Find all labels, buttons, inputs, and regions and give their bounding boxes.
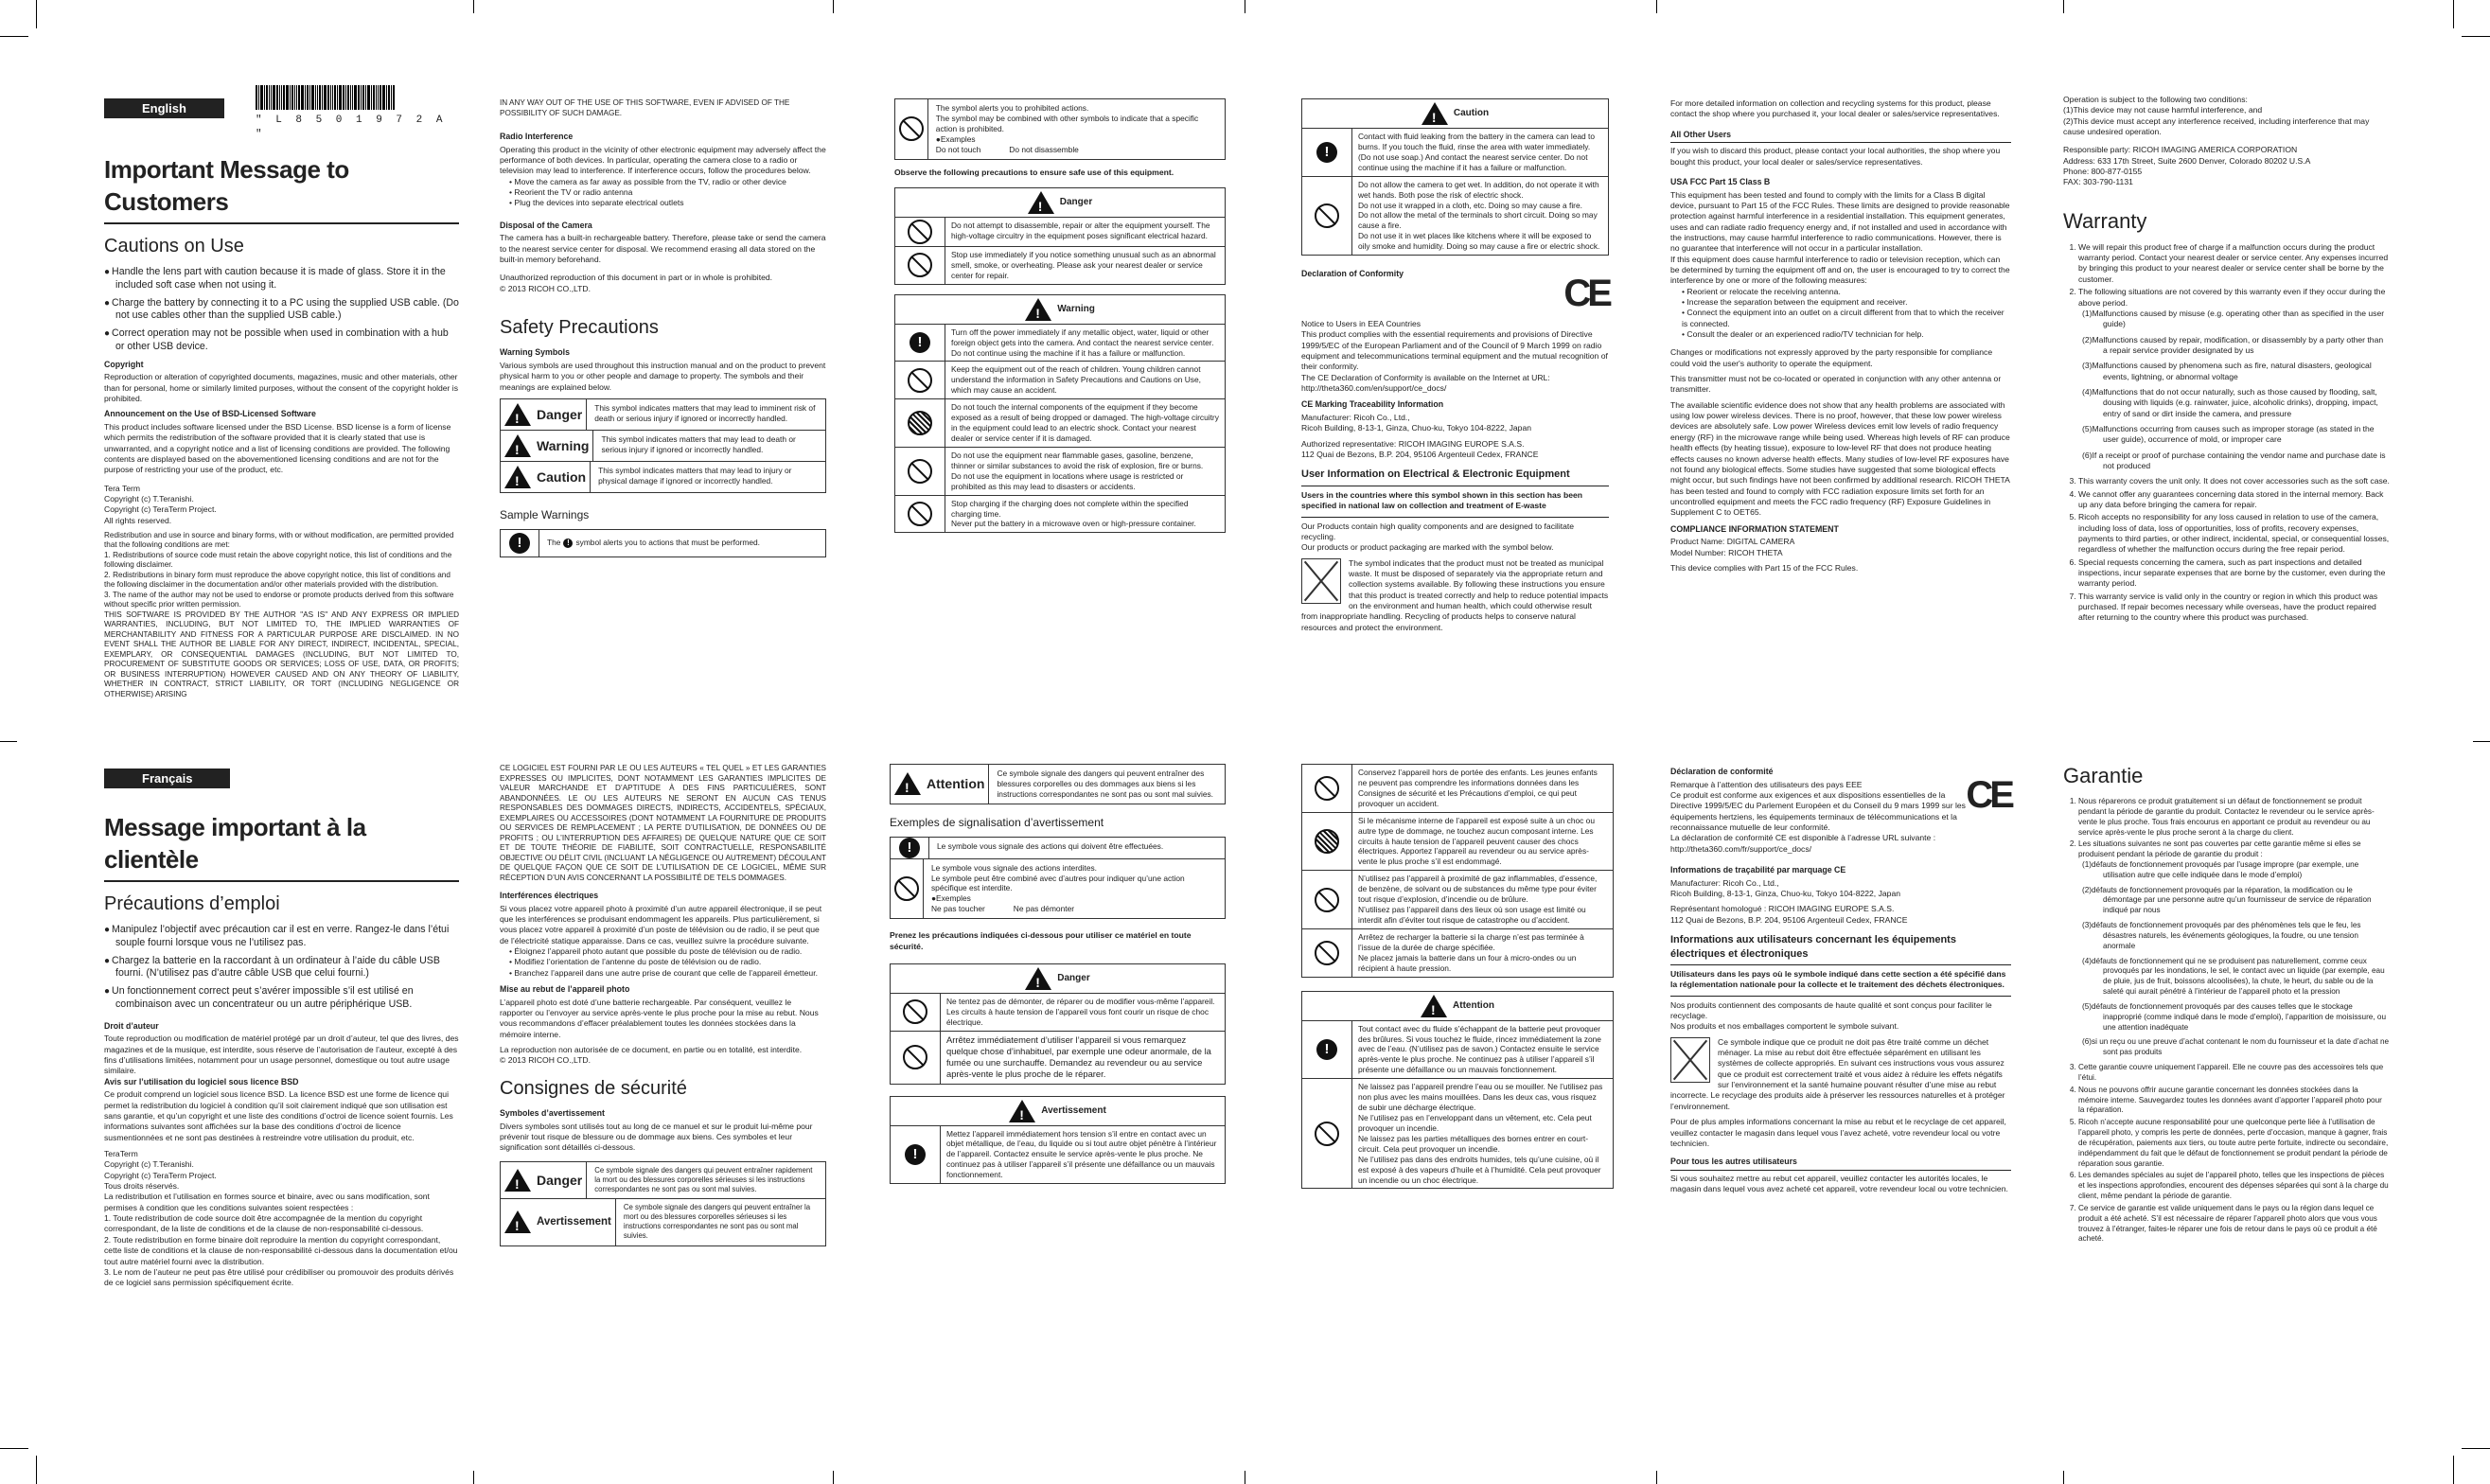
paragraph: L’appareil photo est doté d’une batterie rechargeable. Par conséquent, veuillez le rapporter ou l’envoyer au service après-vente le plus proche pour la mise au rebut. Nous vous recommandons d’effacer préalablement toutes les données stockées dans la mémoire interne. <box>500 997 819 1039</box>
precaution-text: Do not touch the internal components of the equipment if they become exposed as a result of being dropped or damaged. The high-voltage circuitry in the equipment could lead to an electric shock. Contact your nearest dealer or service center if it is damaged. <box>951 402 1219 444</box>
subheading: Announcement on the Use of BSD-Licensed Software <box>104 409 316 419</box>
sample-text: symbol alerts you to prohibited actions. <box>951 103 1089 113</box>
fr-col-4 <box>1301 764 1614 1189</box>
paragraph: 1. Redistributions of source code must retain the above copyright notice, this list of conditions and the following disclaimer. <box>104 550 452 570</box>
paragraph: Manufacturer: Ricoh Co., Ltd., Ricoh Building, 8-13-1, Ginza, Chuo-ku, Tokyo 104-8222, Japan <box>1301 412 1531 433</box>
crop-mark <box>36 0 37 28</box>
paragraph: Ce produit comprend un logiciel sous licence BSD. La licence BSD est une forme de licence qui permet la redistribution du logiciel à condition qu’il soit clairement indiqué que son utilisation est sans garantie, et qu’un copyright et une liste des conditions d’octroi de licence soient fournis. Les informations suivantes sont affichées sur la base des conditions d’octroi de licence susmentionnées et ne sont pas destinées à restreindre votre utilisation du produit, etc. <box>104 1089 453 1142</box>
sub-item: (6)si un reçu ou une preuve d’achat contenant le nom du fournisseur et la date d’achat ne sont pas produits <box>2082 1037 2390 1057</box>
sample-text: The <box>547 538 561 548</box>
list-item <box>2078 287 2390 471</box>
en-col-6 <box>2063 95 2390 626</box>
subheading: Warning Symbols <box>500 347 570 358</box>
example-do-not-disassemble: Do not disassemble <box>1009 144 1079 154</box>
language-label: Français <box>104 768 230 788</box>
mandatory-action-icon: ! <box>509 533 530 554</box>
example-do-not-touch: Do not touch <box>935 144 981 154</box>
subheading: Déclaration de conformité <box>1670 767 1774 776</box>
sub-item: (5)Malfunctions occurring from causes such as improper storage (as stated in the user guide), occurrence of mold, or improper care <box>2082 423 2375 445</box>
crop-mark <box>0 1448 28 1449</box>
list-item: • Consult the dealer or an experienced radio/TV technician for help. <box>1682 329 2011 340</box>
sub-item: (1)Malfunctions caused by misuse (e.g. operating other than as specified in the user guide) <box>2082 308 2385 329</box>
crop-mark <box>473 1471 474 1484</box>
danger-box <box>890 963 1226 1085</box>
box-heading: Danger <box>1059 197 1093 208</box>
sub-item: (4)Malfunctions that do not occur naturally, such as those caused by flooding, salt, dousing with liquids (e.g. rainwater, juice, alcoholic drinks), dropping, impact, entry of sand or dirt inside the camera, and pressure <box>2082 386 2378 418</box>
weee-bin-icon <box>1670 1037 1710 1083</box>
paragraph: Our Products contain high quality components and are designed to facilitate recycling. Our products or product packaging are marked with the symbol below. <box>1301 521 1575 553</box>
paragraph: This product includes software licensed under the BSD License. BSD license is a form of license which permits the redistribution of the software provided that it is clearly stated that use is unwarranted, and a copyright notice and a list of licensing conditions are provided. The following contents are displayed based on the abovementioned licensing conditions and are not for the purpose of restricting your use of the product, etc. <box>104 421 451 475</box>
prohibited-icon <box>1315 203 1339 228</box>
list-item: • Modifiez l’orientation de l’antenne du poste de télévision ou de radio. <box>509 957 826 967</box>
disclaimer: IN ANY WAY OUT OF THE USE OF THIS SOFTWARE, EVEN IF ADVISED OF THE POSSIBILITY OF SUCH DAMAGE. <box>500 98 790 117</box>
list-item: 3. This warranty covers the unit only. It does not cover accessories such as the soft case. <box>2078 476 2390 486</box>
sub-item: (3)Malfunctions caused by phenomena such as fire, natural disasters, geological events, lightning, or abnormal voltage <box>2082 361 2372 381</box>
crop-mark <box>1656 1471 1657 1484</box>
box-heading: Warning <box>1057 304 1095 315</box>
list-item-text: Les situations suivantes ne sont pas couvertes par cette garantie même si elles se produisent pendant la période de garantie du produit : <box>2078 839 2361 859</box>
crop-mark <box>0 741 17 742</box>
warning-triangle-icon <box>504 1169 531 1192</box>
hazard-row-caution <box>500 462 826 493</box>
box-heading: Caution <box>1453 108 1490 119</box>
list-item-text: The following situations are not covered by this warranty even if they occur during the above period. <box>2078 287 2386 308</box>
sub-item: (6)If a receipt or proof of purchase containing the vendor name and purchase date is not produced <box>2082 450 2386 470</box>
sample-text: The <box>935 113 950 123</box>
title-rule <box>104 880 459 882</box>
paragraph: Toute reproduction ou modification de matériel protégé par un droit d’auteur, tel que des livres, des magazines et de la musique, est interdite, sous réserve de l’autorisation de l’auteur, excepté à des fins d’utilisations limitées, notamment pour un usage personnel, domestique ou tout autre usage similaire. <box>104 1034 459 1076</box>
list-item: • Reorient the TV or radio antenna <box>509 187 826 198</box>
mandatory-action-icon: ! <box>899 838 920 858</box>
caution-box <box>1301 98 1609 256</box>
sample-row <box>890 837 1226 859</box>
disclaimer: CE LOGICIEL EST FOURNI PAR LE OU LES AUTEURS « TEL QUEL » ET LES GARANTIES EXPRESSES OU IMPLICITES, DONT NOTAMMENT LES GARANTIES IMPLICITES DE VALEUR MARCHANDE ET D’APTITUDE À DES FINS PARTICULIÈRES, SONT ABANDONNÉES. LE OU LES AUTEURS NE SERONT EN AUCUN CAS TENUS RESPONSABLES DES DOMMAGES DIRECTS, INDIRECTS, ACCIDENTELS, SPÉCIAUX, EXEMPLAIRES OU ACCESSOIRES (DONT NOTAMMENT LA FOURNITURE DE PRODUITS OU SERVICES DE REMPLACEMENT ; LA PERTE D’UTILISATION, DE DONNÉES OU DE PROFITS ; OU L’INTERRUPTION DES AFFAIRES) DE QUELQUE NATURE QUE CE SOIT ET DE TOUTE THÉORIE DE FIABILITÉ, SOIT CONTRACTUELLE, RESPONSABILITÉ OBJECTIVE OU DÉLIT CIVIL (INCLUANT LA NÉGLIGENCE OU AUTREMENT) DÉCOULANT DE QUELQUE FAÇON QUE CE SOIT DE L’UTILISATION DE CE LOGICIEL, MÊME SUR RÉCEPTION D’UN AVIS CONCERNANT LA POSSIBILITÉ DE TELS DOMMAGES. <box>500 764 826 882</box>
hazard-text: This symbol indicates matters that may lead to death or serious injury if ignored or incorrectly handled. <box>601 434 796 454</box>
paragraph: La reproduction non autorisée de ce document, en partie ou en totalité, est interdite. <box>500 1045 803 1054</box>
prohibited-icon <box>908 220 932 244</box>
paragraph: Users in the countries where this symbol shown in this section has been specified in national law on collection and treatment of E-waste <box>1301 489 1583 511</box>
sample-text: The <box>935 103 950 113</box>
crop-mark <box>2063 0 2064 13</box>
precaution-text: Do not allow the camera to get wet. In addition, do not operate it with wet hands. Both pose the risk of electric shock. Do not use it wrapped in a cloth, etc. Doing so may cause a fire. Do not allow the metal of the terminals to short circuit. Doing so may cause a fire. Do not use it in wet places like kitchens where it will be exposed to oily smoke and humidity. Doing so may cause a fire or electric shock. <box>1358 179 1600 252</box>
paragraph: The camera has a built-in rechargeable battery. Therefore, please take or send the camera to the nearest service center for disposal. We recommend erasing all data stored on the built-in memory beforehand. <box>500 233 826 264</box>
copyright-line: © 2013 RICOH CO.,LTD. <box>500 283 591 293</box>
crop-mark <box>1656 0 1657 13</box>
paragraph: La redistribution et l’utilisation en formes source et binaire, avec ou sans modification, sont permises à condition que les conditions suivantes soient respectées : <box>104 1192 430 1212</box>
paragraph: Remarque à l’attention des utilisateurs des pays EEE Ce produit est conforme aux exigences et aux dispositions essentielles de la Directive 1999/5/EC du Parlement Européen et du Conseil du 9 mars 1999 sur les équipements hertziens, les équipements terminaux de télécommunications et la reconnaissance mutuelle de leur conformité. La déclaration de conformité CE est disponible à l’adresse URL suivante : http://theta360.com/fr/support/ce_docs/ <box>1670 779 1966 854</box>
fr-col-1 <box>104 768 459 1289</box>
crop-mark <box>2453 1456 2454 1484</box>
warning-box <box>894 294 1226 534</box>
subheading: Declaration of Conformity <box>1301 269 1404 279</box>
prohibited-icon <box>1315 776 1339 801</box>
paragraph: Responsible party: RICOH IMAGING AMERICA CORPORATION Address: 633 17th Street, Suite 2600 Denver, Colorado 80202 U.S.A Phone: 800-877-0155 FAX: 303-790-1131 <box>2063 145 2311 187</box>
rule <box>1670 996 2011 997</box>
warning-triangle-icon <box>1421 995 1447 1017</box>
subheading: CE Marking Traceability Information <box>1301 399 1444 410</box>
disclaimer: THIS SOFTWARE IS PROVIDED BY THE AUTHOR "AS IS" AND ANY EXPRESS OR IMPLIED WARRANTIES, INCLUDING, BUT NOT LIMITED TO, THE IMPLIED WARRANTIES OF MERCHANTABILITY AND FITNESS FOR A PARTICULAR PURPOSE ARE DISCLAIMED. IN NO EVENT SHALL THE AUTHOR BE LIABLE FOR ANY DIRECT, INDIRECT, INCIDENTAL, SPECIAL, EXEMPLARY, OR CONSEQUENTIAL DAMAGES (INCLUDING, BUT NOT LIMITED TO, PROCUREMENT OF SUBSTITUTE GOODS OR SERVICES; LOSS OF USE, DATA, OR PROFITS; OR BUSINESS INTERRUPTION) HOWEVER CAUSED AND ON ANY THEORY OF LIABILITY, WHETHER IN CONTRACT, STRICT LIABILITY, OR TORT (INCLUDING NEGLIGENCE OR OTHERWISE) ARISING <box>104 610 459 698</box>
precaution-text: Ne laissez pas l’appareil prendre l’eau ou se mouiller. Ne l’utilisez pas non plus avec les mains mouillées. Dans les deux cas, vous risquez de subir une décharge électrique. Ne l’utilisez pas en l’enveloppant dans un vêtement, etc. Cela peut provoquer un incendie. Ne laissez pas les parties métalliques des bornes entrer en court-circuit. Cela peut provoquer un incendie. Ne l’utilisez pas dans des endroits humides, tels qu’une cuisine, où il est exposé à des vapeurs d’huile et à l’humidité. Cela peut provoquer un incendie ou un choc électrique. <box>1358 1082 1603 1185</box>
paragraph: The available scientific evidence does not show that any health problems are associated with using low power wireless devices. There is no proof, however, that these low power wireless devices are absolutely safe. Low power Wireless devices emit low levels of radio frequency energy (RF) in the microwave range while being used. Whereas high levels of RF can produce health effects (by heating tissue), exposure to low-level RF that does not produce heating effects causes no known adverse health effects. Many studies of low-level RF exposures have not found any biological effects. Some studies have suggested that some biological effects might occur, but such findings have not been confirmed by additional research. RICOH THETA has been tested and found to comply with FCC radiation exposure limits set forth for an uncontrolled equipment and meets the FCC radio frequency (RF) Exposure Guidelines in Supplement C to OET65. <box>1670 399 2010 518</box>
rule <box>1670 142 2011 143</box>
crop-mark <box>2462 1448 2490 1449</box>
precaution-text: Arrêtez de recharger la batterie si la charge n’est pas terminée à l’issue de la durée de charge spécifiée. Ne placez jamais la batterie dans un four à micro-ondes ou un récipient à haute pression. <box>1358 931 1584 973</box>
sample-row <box>894 98 1226 160</box>
list-item: • Plug the devices into separate electrical outlets <box>509 198 826 208</box>
hazard-row-warning <box>500 431 826 462</box>
weee-bin-icon <box>1301 558 1341 604</box>
list-item: 5. Ricoh accepts no responsibility for any loss caused in relation to use of the camera, including loss of data, loss of opportunities, loss of profits, recovery expenses, payments to third parties, or other indirect, incidental, special, or consequential losses, regardless of whether the malfunction occurs during the free repair period. <box>2078 512 2390 555</box>
crop-mark <box>0 36 28 37</box>
list-item: 4. We cannot offer any guarantees concerning data stored in the internal memory. Back up any data before bringing the camera for repair. <box>2078 489 2390 511</box>
precaution-text: Stop use immediately if you notice something unusual such as an abnormal smell, smoke, or overheating. Please ask your nearest dealer or service center for repair. <box>951 249 1216 280</box>
list-item: 3. Cette garantie couvre uniquement l’appareil. Elle ne couvre pas des accessoires tels que l’étui. <box>2078 1063 2390 1084</box>
warning-triangle-icon <box>894 772 921 795</box>
sub-item: (2)Malfunctions caused by repair, modification, or disassembly by a party other than a repair service provider designated by us <box>2082 334 2384 355</box>
section-heading: Exemples de signalisation d’avertissement <box>890 815 1104 829</box>
section-heading: Sample Warnings <box>500 508 590 522</box>
paragraph: Si vous souhaitez mettre au rebut cet appareil, veuillez contacter les autorités locales, le magasin dans lequel vous avez acheté cet appareil, votre revendeur local ou votre technicien. <box>1670 1173 2008 1194</box>
paragraph: Pour de plus amples informations concernant la mise au rebut et le recyclage de cet appareil, veuillez contacter le magasin dans lequel vous l’avez acheté, votre revendeur local ou votre technicien. <box>1670 1117 2006 1148</box>
list-item: 1. Nous réparerons ce produit gratuitement si un défaut de fonctionnement se produit pendant la période de garantie du produit. Contactez le revendeur ou le service après-vente le plus proche. Tous frais encourus en apportant ce produit au revendeur ou au service après-vente le plus proche seront à la charge du client. <box>2078 797 2390 838</box>
title-rule <box>104 222 459 224</box>
fr-col-2 <box>500 764 826 1246</box>
list-item: • Branchez l’appareil dans une autre prise de courant que celle de l’appareil émetteur. <box>509 968 826 979</box>
warning-triangle-icon <box>504 434 531 457</box>
warning-triangle-icon <box>1009 1100 1035 1122</box>
paragraph: Changes or modifications not expressly approved by the party responsible for compliance could void the user's authority to operate the equipment. <box>1670 347 1993 368</box>
paragraph: 1. Toute redistribution de code source doit être accompagnée de la mention du copyright correspondant, de la liste de conditions et de la clause de non-responsabilité ci-dessous. <box>104 1213 424 1234</box>
paragraph: Operating this product in the vicinity of other electronic equipment may adversely affect the performance of both devices. In particular, operating the camera close to a radio or television may lead to interference. If interference occurs, follow the procedures below. <box>500 144 826 176</box>
precaution-text: Keep the equipment out of the reach of children. Young children cannot understand the information in Safety Precautions and Cautions on Use, which may cause an accident. <box>951 364 1201 396</box>
paragraph: This device complies with Part 15 of the FCC Rules. <box>1670 562 1859 573</box>
crop-mark <box>2462 36 2490 37</box>
crop-mark <box>2473 741 2490 742</box>
sample-row <box>890 859 1226 920</box>
paragraph: This equipment has been tested and found to comply with the limits for a Class B digital device, pursuant to Part 15 of the FCC Rules. These limits are designed to provide reasonable protection against harmful interference in a residential installation. This equipment generates, uses and can radiate radio frequency energy and, if not installed and used in accordance with the instructions, may cause harmful interference to radio communications. However, there is no guarantee that interference will not occur in a particular installation. <box>1670 189 2010 254</box>
subheading: All Other Users <box>1670 129 1732 139</box>
subheading: Pour tous les autres utilisateurs <box>1670 1157 1797 1167</box>
sub-item: (4)défauts de fonctionnement qui ne se produisent pas naturellement, comme ceux provoqués par les inondations, le sel, le contact avec un liquide (par exemple, eau de pluie, jus de fruit, boissons alcoolisées), la chute, le heurt, du sable ou de la saleté qui aurait pénétré à l’intérieur de l’appareil photo et la pression <box>2082 956 2385 997</box>
section-heading: Warranty <box>2063 208 2147 233</box>
warning-box <box>890 1096 1226 1185</box>
rule <box>1670 964 2011 965</box>
sub-item: (1)défauts de fonctionnement provoqués par l’usage impropre (par exemple, une utilisation autre que celle indiquée dans le mode d’emploi) <box>2082 860 2359 879</box>
fr-col-3 <box>890 764 1226 1184</box>
paragraph: The symbol indicates that the product must not be treated as municipal waste. It must be disposed of separately via the appropriate return and collection systems available. By following these instructions you ensure that this product is treated correctly and help to reduce potential impacts on the environment and human health, which could otherwise result from inappropriate handling. Recycling of products helps to conserve natural resources and protect the environment. <box>1301 557 1609 632</box>
subheading: Copyright <box>104 359 144 369</box>
paragraph: 2. Redistributions in binary form must reproduce the above copyright notice, this list of conditions and the following disclaimer in the documentation and/or other materials provided with the distribution. <box>104 570 450 590</box>
sub-item: (2)défauts de fonctionnement provoqués par la réparation, la modification ou le démontage par une personne autre qu’un fournisseur de service de réparation indiqué par nous <box>2082 885 2372 915</box>
paragraph: For more detailed information on collection and recycling systems for this product, please contact the shop where you purchased it, your local dealer or sales/service representatives. <box>1670 98 2000 119</box>
caution-item: ● Handle the lens part with caution because it is made of glass. Store it in the included soft case when not using it. <box>104 266 459 292</box>
sample-text: Le symbole <box>930 862 972 873</box>
warranty-list <box>2063 797 2390 1245</box>
paragraph: 3. The name of the author may not be used to endorse or promote products derived from this software without specific prior written permission. <box>104 590 454 610</box>
precaution-text: Turn off the power immediately if any metallic object, water, liquid or other foreign object gets into the camera. And contact the nearest service center. Do not continue using the machine if it has a failure or malfunction. <box>951 327 1214 358</box>
hazard-text: Ce symbole signale des dangers qui peuvent entraîner la mort ou des blessures corporelles sérieuses si les instructions correspondantes ne sont pas ou sont mal suivies. <box>623 1203 811 1241</box>
section-heading: Safety Precautions <box>500 317 659 338</box>
prohibited-icon <box>1315 888 1339 912</box>
section-heading: Précautions d’emploi <box>104 892 280 914</box>
hazard-label: Danger <box>537 1172 583 1188</box>
list-item <box>2078 839 2390 1058</box>
precaution-text: Mettez l’appareil immédiatement hors tension s’il entre en contact avec un objet métallique, de l’eau, du liquide ou si tout autre objet pénètre à l’intérieur de l’appareil. Contactez ensuite le service après-vente le plus proche. Ne continuez pas à utiliser l’appareil s’il présente une défaillance ou un mauvais fonctionnement. <box>946 1128 1217 1180</box>
crop-mark <box>833 0 834 13</box>
paragraph: Redistribution and use in source and binary forms, with or without modification, are permitted provided that the following conditions are met: <box>104 530 454 550</box>
fr-col-6 <box>2063 762 2390 1246</box>
paragraph: If you wish to discard this product, please contact your local authorities, the shop where you bought this product, your local dealer or sales/service representatives. <box>1670 146 2001 167</box>
subheading: Radio Interference <box>500 132 574 141</box>
list-item: • Connect the equipment into an outlet on a circuit different from that to which the receiver is connected. <box>1682 308 2011 329</box>
precaution-text: Conservez l’appareil hors de portée des enfants. Les jeunes enfants ne peuvent pas comprendre les informations données dans les Consignes de sécurité et les Précautions d’emploi, ce qui peut provoquer un accident. <box>1358 768 1598 808</box>
list-item: 7. Ce service de garantie est valide uniquement dans le pays ou la région dans lequel ce produit a été acheté. S’il est nécessaire de réparer l’appareil photo alors que vous vous trouvez à l’étranger, faites-le réparer une fois de retour dans le pays où ce produit a été acheté. <box>2078 1204 2390 1245</box>
paragraph: Operation is subject to the following two conditions: (1)This device may not cause harmful interference, and (2)This device must accept any interference received, including interference that may cause undesired operation. <box>2063 95 2370 137</box>
caution-item: ● Charge the battery by connecting it to a PC using the supplied USB cable. (Do not use cables other than the supplied USB cable.) <box>104 297 459 324</box>
list-item: 4. Nous ne pouvons offrir aucune garantie concernant les données stockées dans la mémoire interne. Sauvegardez toutes les données avant d’apporter l’appareil photo pour la réparation. <box>2078 1086 2390 1116</box>
precaution-text: Contact with fluid leaking from the battery in the camera can lead to burns. If you touch the fluid, rinse the area with water immediately. (Do not use soap.) And contact the nearest service center. Do not continue using the machine if it has a failure or malfunction. <box>1358 132 1595 172</box>
warning-triangle-icon <box>504 403 531 426</box>
prohibited-icon <box>903 999 927 1024</box>
warning-box-continued <box>1301 764 1614 978</box>
sample-text: vous signale des actions interdites. <box>974 862 1098 873</box>
section-heading: User Information on Electrical & Electronic Equipment <box>1301 468 1570 481</box>
subheading: Droit d’auteur <box>104 1020 159 1031</box>
example-do-not-disassemble: Ne pas démonter <box>1013 904 1075 914</box>
paragraph: 2. Toute redistribution en forme binaire doit reproduire la mention du copyright correspondant, cette liste de conditions et la clause de non-responsabilité ci-dessous dans la documentation et/ou tout autre matériel fourni avec la distribution. <box>104 1234 458 1266</box>
warning-triangle-icon <box>504 1210 531 1233</box>
caution-item: ● Correct operation may not be possible when used in combination with a hub or other USB device. <box>104 327 459 354</box>
paragraph: Représentant homologué : RICOH IMAGING EUROPE S.A.S. 112 Quai de Bezons, B.P. 204, 95106 Argenteuil Cedex, FRANCE <box>1670 904 1908 925</box>
subheading: Informations de traçabilité par marquage CE <box>1670 865 1846 875</box>
paragraph: Utilisateurs dans les pays où le symbole indiqué dans cette section a été spécifié dans la réglementation nationale pour la collecte et le traitement des déchets électroniques. <box>1670 969 2006 990</box>
precaution-text: Do not use the equipment near flammable gases, gasoline, benzene, thinner or similar substances to avoid the risk of explosion, fire or burns. Do not use the equipment in locations where usage is restricted or prohibited as this may lead to disasters or accidents. <box>951 450 1204 491</box>
sub-item: (3)défauts de fonctionnement provoqués par des phénomènes tels que le feu, les désastres naturels, les événements géologiques, la foudre, ou une tension anormale <box>2082 921 2361 950</box>
crop-mark <box>2063 1471 2064 1484</box>
hazard-text: Ce symbole signale des dangers qui peuvent entraîner des blessures corporelles ou des dommages aux biens si les instructions correspondantes ne sont pas ou sont mal suivies. <box>997 768 1214 799</box>
caution-item: ● Manipulez l’objectif avec précaution car il est en verre. Rangez-le dans l’étui souple fourni lorsque vous ne l’utilisez pas. <box>104 924 459 950</box>
sample-text: Le symbole <box>937 840 978 851</box>
paragraph: Reproduction or alteration of copyrighted documents, magazines, music and other materials, other than for personal, home or similarly limited purposes, without the consent of the copyright holder is prohibited. <box>104 372 459 403</box>
crop-mark <box>36 1456 37 1484</box>
page-title: Message important à la clientèle <box>104 813 366 874</box>
box-heading: Danger <box>1057 973 1090 984</box>
prohibited-icon <box>908 502 932 526</box>
hazard-text: Ce symbole signale des dangers qui peuvent entraîner rapidement la mort ou des blessures corporelles sérieuses si les instructions correspondantes ne sont pas ou sont mal suivies. <box>594 1165 813 1193</box>
subheading: USA FCC Part 15 Class B <box>1670 176 1771 186</box>
list-item: 7. This warranty service is valid only in the country or region in which this product was purchased. If repair becomes necessary while overseas, have the product repaired after returning to the country where this product was purchased. <box>2078 592 2390 624</box>
ce-mark-icon: CE <box>1563 273 1609 315</box>
hazard-text: This symbol indicates matters that may lead to imminent risk of death or serious injury if ignored or incorrectly handled. <box>594 403 816 423</box>
rule <box>1670 1170 2011 1171</box>
warning-triangle-icon <box>1025 967 1051 990</box>
warranty-list <box>2063 242 2390 624</box>
precaution-text: Stop charging if the charging does not complete within the specified charging time. Never put the battery in a microwave oven or high-pressure container. <box>951 498 1196 529</box>
subheading: COMPLIANCE INFORMATION STATEMENT <box>1670 523 1839 534</box>
sample-text: symbol alerts you to actions that must be performed. <box>575 538 761 548</box>
do-not-touch-icon <box>1315 829 1339 854</box>
precaution-text: Tout contact avec du fluide s’échappant de la batterie peut provoquer des brûlures. Si vous touchez le fluide, rincez immédiatement la zone avec de l’eau. (N’utilisez pas de savon.) Contactez ensuite le service après-vente le plus proche. Ne continuez pas à utiliser l’appareil s’il présente une défaillance ou un mauvais fonctionnement. <box>1358 1023 1601 1075</box>
example-do-not-touch: Ne pas toucher <box>930 904 985 914</box>
subheading: Symboles d’avertissement <box>500 1108 605 1119</box>
paragraph: This transmitter must not be co-located or operated in conjunction with any other antenna or transmitter. <box>1670 374 2002 395</box>
sample-text: peut être combiné avec d’autres pour indiquer qu’une action spécifique est interdite. <box>930 873 1185 893</box>
mandatory-action-icon: ! <box>905 1144 926 1165</box>
mandatory-action-icon: ! <box>909 332 930 353</box>
hazard-row-danger <box>500 1161 826 1199</box>
hazard-level-table <box>500 1161 826 1246</box>
list-item: • Reorient or relocate the receiving antenna. <box>1682 287 2011 297</box>
prohibited-icon <box>899 116 924 141</box>
language-label: English <box>104 98 224 118</box>
mandatory-action-icon: ! <box>1316 142 1337 163</box>
paragraph: Nos produits contiennent des composants de haute qualité et sont conçus pour faciliter le recyclage. Nos produits et nos emballages comportent le symbole suivant. <box>1670 999 1992 1032</box>
paragraph: Authorized representative: RICOH IMAGING EUROPE S.A.S. 112 Quai de Bezons, B.P. 204, 95106 Argenteuil Cedex, FRANCE <box>1301 438 1539 459</box>
paragraph: 3. Le nom de l’auteur ne peut pas être utilisé pour crédibiliser ou promouvoir des produits dérivés de ce logiciel sans permission spécifiquement écrite. <box>104 1266 454 1288</box>
en-col-2 <box>500 98 826 557</box>
fr-col-5 <box>1670 767 2011 1199</box>
precaution-text: Ne tentez pas de démonter, de réparer ou de modifier vous-même l’appareil. Les circuits à haute tension de l’appareil vous font courir un risque de choc électrique. <box>946 996 1215 1027</box>
sample-text: Le symbole <box>930 873 972 883</box>
precaution-text: Arrêtez immédiatement d’utiliser l’appareil si vous remarquez quelque chose d’inhabituel, par exemple une odeur anormale, de la fumée ou une surchauffe. Demandez au revendeur ou au service après-vente le plus proche de le réparer. <box>946 1034 1211 1080</box>
examples-label: ●Exemples <box>930 893 971 904</box>
hazard-level-table <box>500 398 826 493</box>
paragraph: Divers symboles sont utilisés tout au long de ce manuel et sur le produit lui-même pour prévenir tout risque de blessure ou de dommage aux biens. Ces symboles et leur signification sont détaillés ci-dessous. <box>500 1121 813 1153</box>
paragraph: Product Name: DIGITAL CAMERA Model Number: RICOH THETA <box>1670 537 1795 557</box>
page-title: Important Message to Customers <box>104 155 349 217</box>
crop-mark <box>473 0 474 13</box>
en-col-1 <box>104 85 459 704</box>
hazard-label: Attention <box>927 776 985 792</box>
barcode-text: " L 8 5 0 1 9 7 2 A " <box>256 115 447 140</box>
paragraph: Prenez les précautions indiquées ci-dessous pour utiliser ce matériel en toute sécurité. <box>890 930 1192 951</box>
box-heading: Avertissement <box>1041 1104 1106 1116</box>
sample-text: symbol may be combined with other symbols to indicate that a specific action is prohibited. <box>935 113 1199 133</box>
paragraph: Notice to Users in EEA Countries This product complies with the essential requirements and provisions of Directive 1999/5/EC of the European Parliament and of the Council of 9 March 1999 on radio equipment and telecommunications terminal equipment and the mutual recognition of their conformity. The CE Declaration of Conformity is available on the Internet at URL: http://theta360.com/en/support/ce_docs/ <box>1301 318 1608 393</box>
section-heading: Cautions on Use <box>104 235 244 256</box>
crop-mark <box>833 1471 834 1484</box>
warning-triangle-icon <box>1422 102 1448 125</box>
prohibited-icon <box>908 368 932 393</box>
paragraph: Ce symbole indique que ce produit ne doit pas être traité comme un déchet ménager. La mise au rebut doit être effectuée séparément en utilisant les systèmes de collecte appropriés. En suivant ces instructions vous vous assurez que ce produit est correctement traité et vous aidez à réduire les effets négatifs sur l’environnement et la santé humaine pouvant résulter d’une mise au rebut incorrecte. Le recyclage des produits aide à préserver les ressources naturelles et à protéger l’environnement. <box>1670 1036 2005 1111</box>
section-heading: Consignes de sécurité <box>500 1077 687 1099</box>
hazard-label: Danger <box>537 406 583 422</box>
sample-row <box>500 529 826 557</box>
precaution-text: N’utilisez pas l’appareil à proximité de gaz inflammables, d’essence, de benzène, de solvant ou de substances du même type pour éviter tout risque d’explosion, d’incendie ou de brûlure. N’utilisez pas l’appareil dans des lieux où son usage est limité ou interdit afin d’éviter tout risque de catastrophe ou d’accident. <box>1358 874 1598 925</box>
precaution-text: Do not attempt to disassemble, repair or alter the equipment yourself. The high-voltage circuitry in the equipment poses significant electrical hazard. <box>951 220 1210 240</box>
paragraph: TeraTerm Copyright (c) T.Teranishi. Copyright (c) TeraTerm Project. Tous droits réservés. <box>104 1149 217 1192</box>
en-col-3 <box>894 98 1226 533</box>
prohibited-icon <box>908 253 932 277</box>
subheading: Avis sur l’utilisation du logiciel sous licence BSD <box>104 1076 299 1086</box>
caution-box <box>1301 991 1614 1190</box>
list-item: • Éloignez l’appareil photo autant que possible du poste de télévision ou de radio. <box>509 946 826 957</box>
prohibited-icon <box>1315 1122 1339 1146</box>
paragraph: Various symbols are used throughout this instruction manual and on the product to prevent physical harm to you or other people and damage to property. The symbols and their meanings are explained below. <box>500 361 826 392</box>
rule <box>1301 517 1609 518</box>
hazard-label: Avertissement <box>537 1215 611 1228</box>
hazard-label: Warning <box>537 437 590 453</box>
copyright-line: © 2013 RICOH CO.,LTD. <box>500 1055 591 1066</box>
box-heading: Attention <box>1453 1000 1494 1011</box>
prohibited-icon <box>894 876 919 901</box>
examples-label: ●Examples <box>935 133 976 144</box>
list-item: • Move the camera as far away as possible from the TV, radio or other device <box>509 177 826 187</box>
en-col-4 <box>1301 98 1609 638</box>
paragraph: Tera Term Copyright (c) T.Teranishi. Copyright (c) TeraTerm Project. All rights reserved. <box>104 483 217 525</box>
mandatory-action-icon: ! <box>1316 1039 1337 1060</box>
hazard-text: This symbol indicates matters that may lead to injury or physical damage if ignored or incorrectly handled. <box>598 466 792 486</box>
list-item: 6. Les demandes spéciales au sujet de l’appareil photo, telles que les inspections de pièces et les inspections approfondies, encourent des dépenses séparées qui sont à la charge du client, même pendant la période de garantie. <box>2078 1171 2390 1201</box>
sample-text: vous signale des actions qui doivent être effectuées. <box>980 840 1164 851</box>
list-item: • Increase the separation between the equipment and receiver. <box>1682 297 2011 308</box>
barcode <box>256 85 396 110</box>
warning-triangle-icon <box>1028 191 1054 214</box>
subheading: Disposal of the Camera <box>500 220 592 230</box>
ce-mark-icon: CE <box>1966 774 2011 816</box>
list-item: 5. Ricoh n’accepte aucune responsabilité pour une quelconque perte liée à l’utilisation de l’appareil photo, y compris les perte de données, perte d’occasion, manque à gagner, frais de récupération, paiements aux tiers, ou toute autre perte fortuite, indirecte ou secondaire, indépendamment du fait que le défaut de fonctionnement se produit pendant la période de réparation sous garantie. <box>2078 1118 2390 1169</box>
warning-triangle-icon <box>504 466 531 488</box>
precaution-text: Si le mécanisme interne de l’appareil est exposé suite à un choc ou autre type de dommage, ne touchez aucun composant interne. Les circuits à haute tension de l’appareil peuvent causer des chocs électriques. Apportez l’appareil au revendeur ou au service après-vente le plus proche s’il est endommagé. <box>1358 815 1595 867</box>
list-item: 1. We will repair this product free of charge if a malfunction occurs during the product warranty period. Contact your nearest dealer or service center. Any expenses incurred by bringing this product to your nearest dealer or service center shall be borne by the customer. <box>2078 242 2390 285</box>
do-not-touch-icon <box>908 411 932 435</box>
warning-triangle-icon <box>1025 298 1051 321</box>
prohibited-icon <box>903 1045 927 1069</box>
en-col-5 <box>1670 98 2011 578</box>
paragraph: Manufacturer: Ricoh Co., Ltd., Ricoh Building, 8-13-1, Ginza, Chuo-ku, Tokyo 104-8222, Japan <box>1670 877 1900 898</box>
section-heading: Informations aux utilisateurs concernant les équipements électriques et électroniques <box>1670 934 1956 960</box>
prohibited-icon <box>1315 941 1339 965</box>
list-item: 6. Special requests concerning the camera, such as part inspections and detailed inspections, incur separate expenses that are borne by the customer, even during the warranty period. <box>2078 557 2390 590</box>
subheading: Mise au rebut de l’appareil photo <box>500 984 630 995</box>
paragraph: Observe the following precautions to ensure safe use of this equipment. <box>894 167 1174 177</box>
paragraph: If this equipment does cause harmful interference to radio or television reception, which can be determined by turning the equipment off and on, the user is encouraged to try to correct the interference by one or more of the following measures: <box>1670 254 2010 286</box>
sub-item: (5)défauts de fonctionnement provoqués par des causes telles que le stockage inapproprié (comme indiqué dans le mode d’emploi), l’apparition de moisissure, ou une attention inadéquate <box>2082 1001 2386 1032</box>
mandatory-action-icon: ! <box>563 539 573 548</box>
caution-item: ● Chargez la batterie en la raccordant à un ordinateur à l’aide du câble USB fourni. (N’utilisez pas d’autre câble USB que celui fourni.) <box>104 955 459 981</box>
prohibited-icon <box>908 459 932 484</box>
paragraph: Unauthorized reproduction of this document in part or in whole is prohibited. <box>500 273 773 283</box>
subheading: Interférences électriques <box>500 891 599 900</box>
hazard-row-warning <box>500 1199 826 1246</box>
danger-box <box>894 187 1226 285</box>
crop-mark <box>2453 0 2454 28</box>
section-heading: Garantie <box>2063 764 2144 787</box>
paragraph: Si vous placez votre appareil photo à proximité d’un autre appareil électronique, il se peut que les interférences se produisant endommagent les appareils. Plus particulièrement, si vous placez votre appareil à proximité d’un poste de télévision ou de radio, il se peut que de l’électricité statique apparaisse. Dans ce cas, veuillez suivre la procédure suivante. <box>500 903 822 945</box>
hazard-label: Caution <box>537 468 587 485</box>
hazard-row-danger <box>500 398 826 431</box>
hazard-row-attention <box>890 764 1226 804</box>
caution-item: ● Un fonctionnement correct peut s’avérer impossible s’il est utilisé en combinaison avec un concentrateur ou un autre périphérique USB. <box>104 985 459 1012</box>
